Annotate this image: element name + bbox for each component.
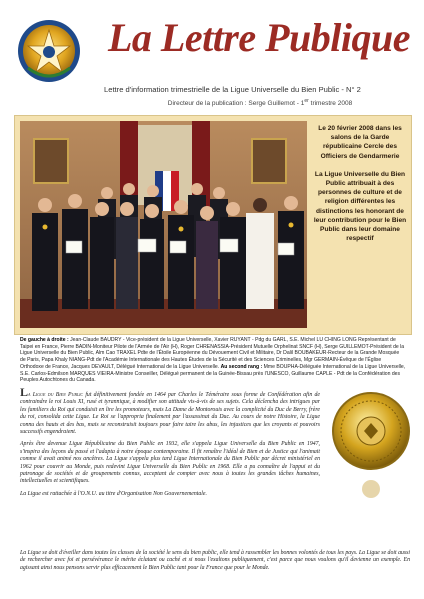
history-paragraph: La Ligue du Bien Public fut définitivement fondée en 1464 par Charles le Téméraire sous forme de Confédération afin de contraindre le roi Louis XI, rusé et tyrannique, à modifier son attitude vis-à-vis de ses sujets. Cela déclencha des intrigues par les familiers du Roi qui conduisit en lire les promoteurs, mais La Dame de Montorouis avec la complicité du Duc de Berry, frère du roi, consolida cette Ligue. Le Roi se l'appropria finalement par l'assassinat du Duc. Au cours de notre Histoire, la Ligue connu des hauts et des bas, mais se reconstruisit toujours pour faire taire les abus, les injustices que les croyants et pouvoirs successifs engendraient. (20, 385, 320, 436)
newsletter-subtitle: Lettre d'information trimestrielle de la Ligue Universelle du Bien Public - N° 2 (104, 85, 361, 94)
modern-history-paragraph: Après être devenue Ligue Républicaine du Bien Public en 1932, elle s'appela Ligue Universelle du Bien Public en 1947, s'inspira des leçons du passé et l'adapta à notre époque contemporaine. Il fit renaître l'idéal de Bien et de Justice qui l'animait comme il avait animé nos ancêtres. La Ligue s'appela plus tard Ligue Internationale du Bien Public par décret ministériel en 1962 pour couvrir au Monde, puis redevint Ligue Universelle du Bien Public en 1968. Elle a pu connaître de l'appui et du patronage de sociétés et de groupements connus, acceptant de compter avec nous à toutes les grandes tâches humaines, intellectuelles et scientifiques. (20, 441, 320, 485)
newsletter-title: La Lettre Publique (107, 15, 411, 60)
photo-section (14, 115, 412, 335)
ligue-emblem-icon (14, 16, 84, 86)
photo-caption: De gauche à droite : Jean-Claude BAUDRY - Vice-président de la Ligue Universelle, Xavier RUYANT - Pdg du GARL, S.E. Michel LU CHING LONG Représentant de Taipei en France, Pierre BADIN-Moniteur Pilote de l'Armée de l'Air (H), Roger CHRENASSIA-Président Mutuelle Orphelinat SNCF (H), Serge GUILLEMOT-Président de la Ligue Universelle du Bien Public, Alm Cao TRAXEL Pdte de l'Étoile Européenne du Dévouement Civil et Militaire, Dr Dalil BOUBAKEUR-Recteur de la Grande Mosquée de Paris, Papa Khaly NIANG-Pdt de l'Académie Internationale des Hautes Études de la Sécurité et des Sciences Criminelles, Mgr GERMAIN-Évêque de l'Église Orthodoxe de France, Jacques DEVAULT, Délégué International de la Ligue Universelle. Au second rang : Mme BOUPHA-Déléguée International de la Ligue Universelle, S.E. Carlos-Edmilson MARQUES VIEIRA-Ministre Conseiller, Délégué permanent de la Guinée-Bissau près l'UNESCO, Guillaume CAPLE - Pdt de la Confédération des Peuples Autochtones du Canada. (20, 337, 406, 384)
photo-sidebar-text (313, 124, 407, 252)
article-body (20, 385, 320, 503)
event-description: Le 20 février 2008 dans les salons de la Garde républicaine Cercle des Officiers de Gendarmerie (318, 125, 402, 160)
group-photo (20, 121, 307, 328)
award-description: La Ligue Universelle du Bien Public attribuait à des personnes de culture et de religion différentes les distinctions les honorant de leur contribution pour le Bien Public dans leur domaine respectif (313, 170, 407, 243)
medal-icon (330, 385, 412, 505)
un-affiliation-paragraph: La Ligue est rattachée à l'O.N.U. au titre d'Organisation Non Gouvernementale. (20, 490, 207, 497)
mission-paragraph: La Ligue se doit d'éveiller dans toutes les classes de la société le sens du bien public, elle tend à rassembler les bonnes volontés de tous les pays. La Ligue se doit aussi de rechercher avec foi et persévérance le mérite éclatant ou caché et si nous l'exaltons publiquement, c'est parce que nous voulons qu'il devienne un exemple. En agissant ainsi nous pensons servir plus efficacement le Bien Public tant pour la France que pour le Monde. (20, 550, 410, 571)
publication-director: Directeur de la publication : Serge Guillemot - 1er trimestre 2008 (167, 98, 353, 108)
